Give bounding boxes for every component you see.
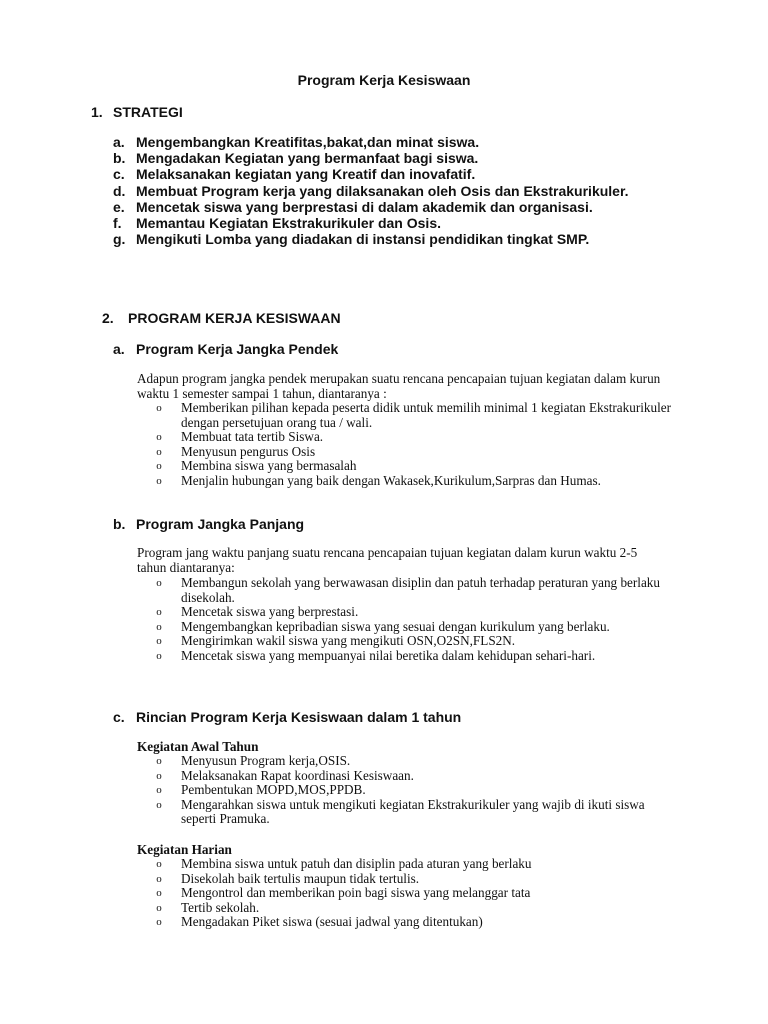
list-item: o Memberikan pilihan kepada peserta didik untuk memilih minimal 1 kegiatan Ekstrakurikuler dengan persetujuan orang tua / wali. — [156, 400, 672, 430]
section-2-number: 2. — [102, 310, 114, 326]
list-item: o Mengirimkan wakil siswa yang mengikuti OSN,O2SN,FLS2N. — [156, 633, 516, 648]
section-2-title: PROGRAM KERJA KESISWAAN — [128, 310, 341, 326]
subsection-b-intro: Program jang waktu panjang suatu rencana pencapaian tujuan kegiatan dalam kurun waktu 2-5 tahun diantaranya: — [137, 545, 638, 575]
list-item: o Membina siswa yang bermasalah — [156, 458, 357, 473]
subsection-b-heading: b. Program Jangka Panjang — [113, 516, 305, 532]
list-item: o Membangun sekolah yang berwawasan disiplin dan patuh terhadap peraturan yang berlaku disekolah. — [156, 575, 660, 605]
document-title: Program Kerja Kesiswaan — [297, 72, 471, 88]
list-item: d. Membuat Program kerja yang dilaksanakan oleh Osis dan Ekstrakurikuler. — [113, 182, 629, 199]
section-1-number: 1. — [91, 104, 103, 120]
kegiatan-harian-heading: Kegiatan Harian — [137, 842, 232, 857]
list-item: b. Mengadakan Kegiatan yang bermanfaat bagi siswa. — [113, 150, 479, 167]
kegiatan-awal-tahun-bullets — [137, 754, 672, 827]
list-item: o Menjalin hubungan yang baik dengan Wakasek,Kurikulum,Sarpras dan Humas. — [156, 472, 601, 488]
list-item: c. Melaksanakan kegiatan yang Kreatif dan inovafatif. — [113, 166, 476, 183]
section-2-heading — [102, 310, 341, 326]
list-item: o Disekolah baik tertulis maupun tidak tertulis. — [156, 870, 420, 886]
list-item: a. Mengembangkan Kreatifitas,bakat,dan minat siswa. — [113, 134, 480, 150]
strategy-list — [113, 134, 673, 247]
list-item: o Mencetak siswa yang berprestasi. — [156, 604, 359, 619]
list-item: o Mengarahkan siswa untuk mengikuti kegiatan Ekstrakurikuler yang wajib di ikuti siswa seperti Pramuka. — [156, 796, 645, 826]
subsection-a-bullets — [137, 401, 672, 488]
kegiatan-harian-bullets — [137, 857, 672, 930]
list-item: o Mengembangkan kepribadian siswa yang sesuai dengan kurikulum yang berlaku. — [156, 618, 610, 634]
list-item: o Melaksanakan Rapat koordinasi Kesiswaan. — [156, 767, 414, 783]
list-item: o Mengontrol dan memberikan poin bagi siswa yang melanggar tata — [156, 885, 531, 900]
subsection-a-intro: Adapun program jangka pendek merupakan suatu rencana pencapaian tujuan kegiatan dalam kurun waktu 1 semester sampai 1 tahun, diantaranya : — [137, 371, 661, 401]
list-item: e. Mencetak siswa yang berprestasi di dalam akademik dan organisasi. — [113, 198, 593, 215]
subsection-b-bullets — [137, 576, 672, 663]
kegiatan-awal-tahun-heading: Kegiatan Awal Tahun — [137, 739, 259, 754]
list-item: o Menyusun pengurus Osis — [156, 443, 316, 459]
list-item: o Menyusun Program kerja,OSIS. — [156, 753, 351, 768]
subsection-a-heading: a. Program Kerja Jangka Pendek — [113, 341, 339, 357]
subsection-c-heading: c. Rincian Program Kerja Kesiswaan dalam 1 tahun — [113, 709, 462, 725]
section-1-title: STRATEGI — [113, 104, 183, 120]
section-1-heading — [91, 104, 183, 120]
list-item: g. Mengikuti Lomba yang diadakan di instansi pendidikan tingkat SMP. — [113, 231, 590, 248]
list-item: o Membina siswa untuk patuh dan disiplin pada aturan yang berlaku — [156, 856, 532, 871]
list-item: f. Memantau Kegiatan Ekstrakurikuler dan Osis. — [113, 215, 441, 232]
list-item: o Tertib sekolah. — [156, 899, 260, 915]
list-item: o Pembentukan MOPD,MOS,PPDB. — [156, 782, 366, 797]
list-item: o Mencetak siswa yang mempuanyai nilai beretika dalam kehidupan sehari-hari. — [156, 647, 596, 663]
list-item: o Membuat tata tertib Siswa. — [156, 429, 324, 444]
list-item: o Mengadakan Piket siswa (sesuai jadwal yang ditentukan) — [156, 914, 483, 929]
